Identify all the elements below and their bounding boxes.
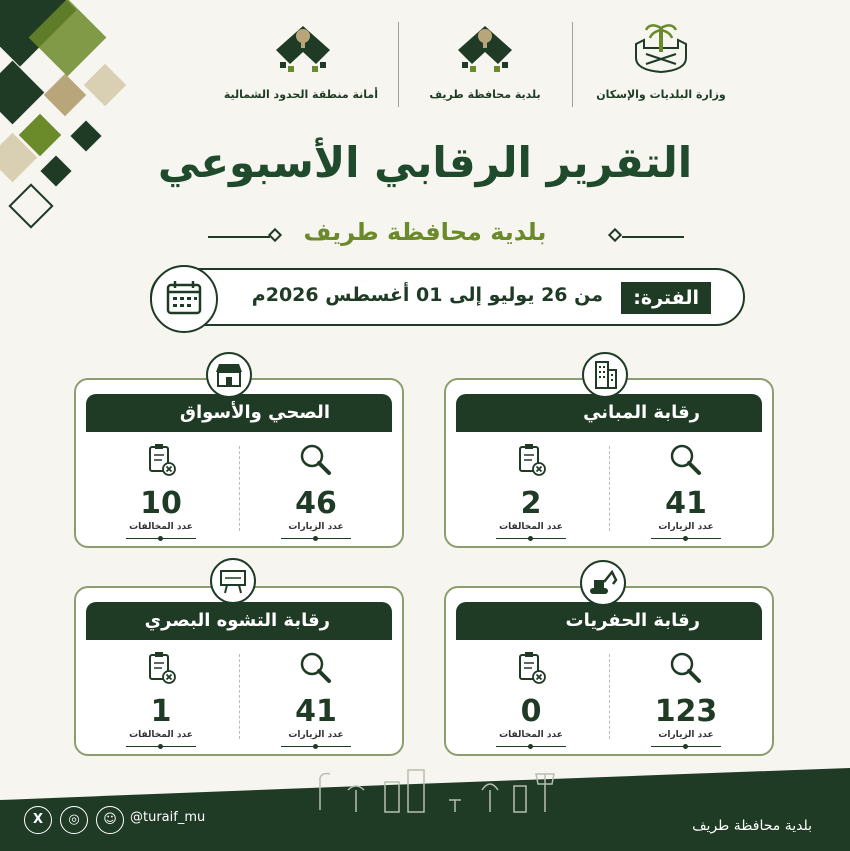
baladiya-caption: بلدية محافظة طريف <box>429 88 541 101</box>
saudi-emblem-icon <box>626 18 696 78</box>
excavator-icon <box>582 562 624 604</box>
clipboard-x-icon <box>141 648 181 688</box>
underline <box>651 746 721 747</box>
visits-stat <box>241 648 391 753</box>
building-badge <box>582 352 628 398</box>
building-icon <box>584 354 626 396</box>
calendar-badge <box>150 265 218 333</box>
card-title: رقابة المباني <box>456 394 762 432</box>
clipboard-x-icon <box>511 648 551 688</box>
shop-icon <box>208 354 250 396</box>
card-excavations <box>444 586 774 756</box>
violations-stat <box>86 440 236 545</box>
amanah-logo <box>223 18 378 108</box>
visits-count: 41 <box>665 486 707 521</box>
page-title: التقرير الرقابي الأسبوعي <box>157 138 693 187</box>
header-separator <box>398 22 399 107</box>
clipboard-x-icon <box>141 440 181 480</box>
ministry-caption: وزارة البلديات والإسكان <box>596 88 726 101</box>
visits-stat <box>241 440 391 545</box>
magnifier-icon <box>666 648 706 688</box>
visits-label: عدد الزيارات <box>288 730 344 740</box>
underline <box>496 538 566 539</box>
magnifier-icon <box>666 440 706 480</box>
subtitle-ornament-right <box>622 236 684 238</box>
visits-label: عدد الزيارات <box>288 522 344 532</box>
baladiya-logo <box>410 18 560 108</box>
card-title: الصحي والأسواق <box>86 394 392 432</box>
period-text: من 26 يوليو إلى 01 أغسطس 2026م <box>251 284 603 306</box>
visits-label: عدد الزيارات <box>658 730 714 740</box>
visits-count: 46 <box>295 486 337 521</box>
underline <box>496 746 566 747</box>
palm-emblem-icon <box>268 18 338 78</box>
underline <box>126 538 196 539</box>
divider <box>239 654 240 739</box>
social-handle[interactable]: @turaif_mu <box>130 810 206 825</box>
header-separator <box>572 22 573 107</box>
violations-label: عدد المخالفات <box>129 522 193 532</box>
divider <box>609 654 610 739</box>
divider <box>609 446 610 531</box>
card-buildings <box>444 378 774 548</box>
violations-count: 0 <box>520 694 542 729</box>
violations-count: 2 <box>520 486 542 521</box>
billboard-icon <box>212 560 254 602</box>
underline <box>281 538 351 539</box>
violations-label: عدد المخالفات <box>499 730 563 740</box>
page-subtitle: بلدية محافظة طريف <box>303 218 547 246</box>
magnifier-icon <box>296 648 336 688</box>
violations-label: عدد المخالفات <box>129 730 193 740</box>
violations-stat <box>456 440 606 545</box>
violations-count: 1 <box>150 694 172 729</box>
visits-stat <box>611 440 761 545</box>
violations-stat <box>86 648 236 753</box>
amanah-caption: أمانة منطقة الحدود الشمالية <box>223 88 378 101</box>
period-label: الفترة: <box>621 282 711 314</box>
instagram-icon[interactable]: ◎ <box>60 806 88 834</box>
excavator-badge <box>580 560 626 606</box>
underline <box>126 746 196 747</box>
violations-label: عدد المخالفات <box>499 522 563 532</box>
underline <box>651 538 721 539</box>
billboard-badge <box>210 558 256 604</box>
visits-stat <box>611 648 761 753</box>
card-visual-distortion <box>74 586 404 756</box>
card-title: رقابة الحفريات <box>456 602 762 640</box>
clipboard-x-icon <box>511 440 551 480</box>
snapchat-icon[interactable]: ☺ <box>96 806 124 834</box>
card-health-markets <box>74 378 404 548</box>
violations-count: 10 <box>140 486 182 521</box>
shop-badge <box>206 352 252 398</box>
x-icon[interactable]: X <box>24 806 52 834</box>
underline <box>281 746 351 747</box>
magnifier-icon <box>296 440 336 480</box>
visits-label: عدد الزيارات <box>658 522 714 532</box>
violations-stat <box>456 648 606 753</box>
palm-emblem-icon <box>450 18 520 78</box>
footer-skyline <box>0 760 850 851</box>
card-title: رقابة التشوه البصري <box>86 602 392 640</box>
divider <box>239 446 240 531</box>
ministry-logo <box>586 18 736 108</box>
calendar-icon <box>152 267 216 331</box>
period-box <box>150 268 745 326</box>
footer-name: بلدية محافظة طريف <box>692 818 812 834</box>
visits-count: 41 <box>295 694 337 729</box>
visits-count: 123 <box>654 694 718 729</box>
